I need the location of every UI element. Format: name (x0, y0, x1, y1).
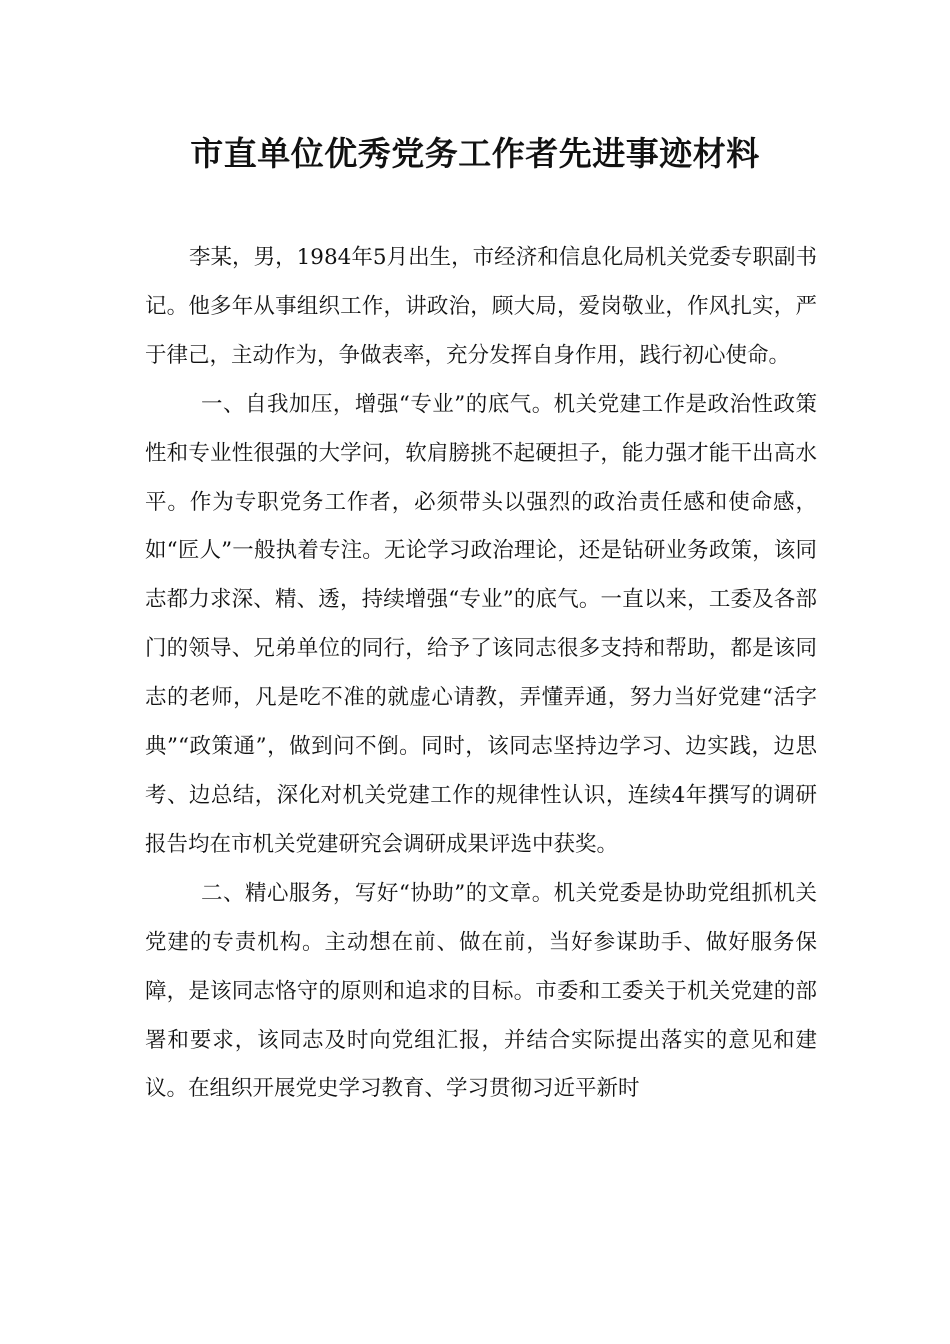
document-title: 市直单位优秀党务工作者先进事迹材料 (190, 134, 760, 173)
paragraph-intro: 李某，男，1984年5月出生，市经济和信息化局机关党委专职副书记。他多年从事组织工作，讲政治，顾大局，爱岗敬业，作风扎实，严于律己，主动作为，争做表率，充分发挥自身作用，践行初心使命。 (145, 245, 817, 368)
document-body (145, 234, 817, 1114)
paragraph-section-one: 一、自我加压，增强“专业”的底气。机关党建工作是政治性政策性和专业性很强的大学问，软肩膀挑不起硬担子，能力强才能干出高水平。作为专职党务工作者，必须带头以强烈的政治责任感和使命感，如“匠人”一般执着专注。无论学习政治理论，还是钻研业务政策，该同志都力求深、精、透，持续增强“专业”的底气。一直以来，工委及各部门的领导、兄弟单位的同行，给予了该同志很多支持和帮助，都是该同志的老师，凡是吃不准的就虚心请教，弄懂弄通，努力当好党建“活字典”“政策通”，做到问不倒。同时，该同志坚持边学习、边实践，边思考、边总结，深化对机关党建工作的规律性认识，连续4年撰写的调研报告均在市机关党建研究会调研成果评选中获奖。 (145, 391, 817, 857)
paragraph-section-two: 二、精心服务，写好“协助”的文章。机关党委是协助党组抓机关党建的专责机构。主动想在前、做在前，当好参谋助手、做好服务保障，是该同志恪守的原则和追求的目标。市委和工委关于机关党建的部署和要求，该同志及时向党组汇报，并结合实际提出落实的意见和建议。在组织开展党史学习教育、学习贯彻习近平新时 (145, 880, 817, 1102)
